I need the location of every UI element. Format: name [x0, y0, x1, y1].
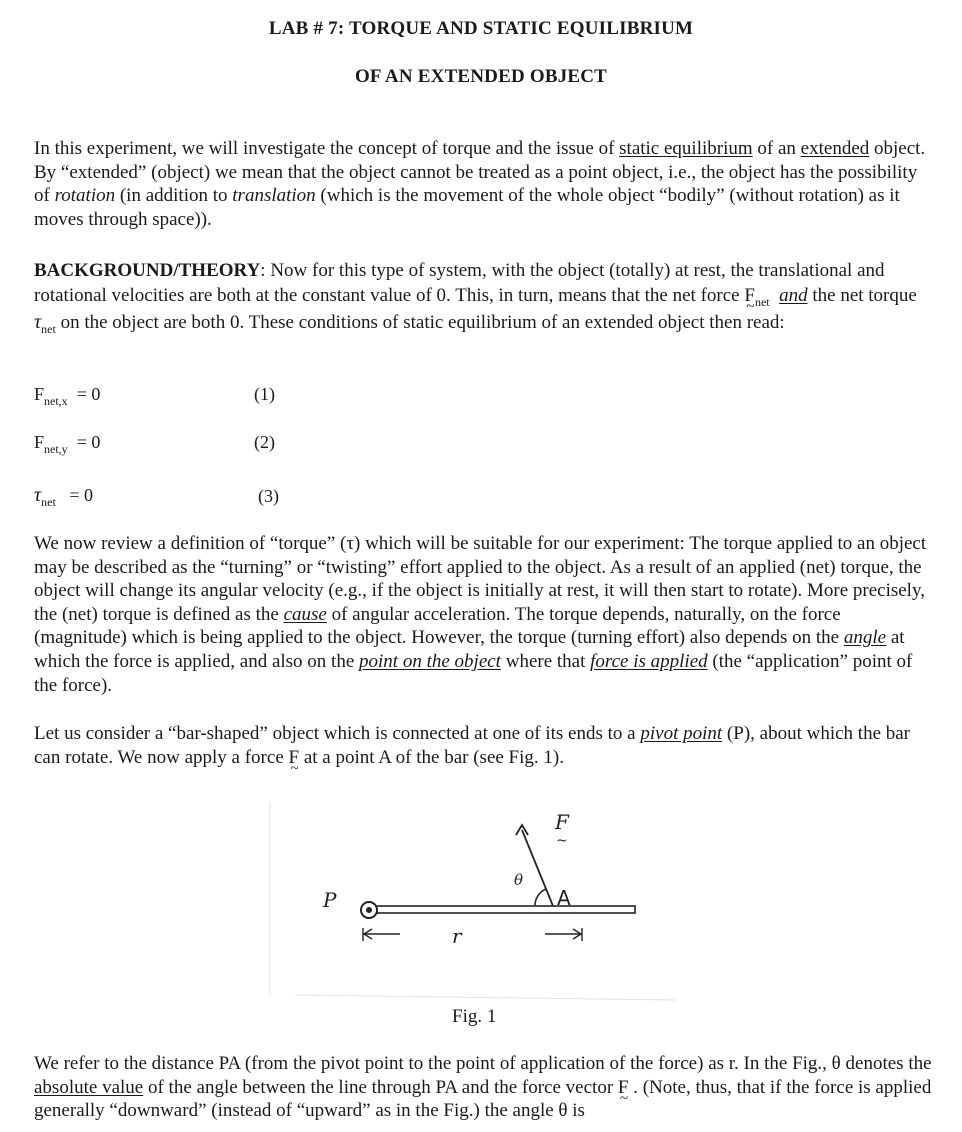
equation-1-number: (1)	[254, 384, 275, 404]
torque-text: where that	[500, 650, 591, 672]
underlined-absolute-value: absolute value	[34, 1076, 144, 1098]
equation-1	[34, 384, 101, 408]
background-paragraph	[34, 258, 934, 337]
eq1-subscript: net,x	[44, 394, 68, 408]
torque-symbol: τ	[34, 311, 42, 333]
last-text: of the angle between the line through PA and the force vector	[143, 1076, 618, 1098]
eq3-subscript: net	[41, 495, 56, 509]
label-a: A	[557, 886, 571, 910]
background-text: on the object are both 0. These conditions of static equilibrium of an extended object then read:	[55, 312, 785, 333]
underlined-pivot-point: pivot point	[640, 723, 723, 744]
eq3-lhs: τ	[34, 484, 42, 506]
last-text: We refer to the distance PA (from the pivot point to the point of application of the force) as r. In the Fig., θ denotes the	[34, 1053, 932, 1074]
equation-2-number: (2)	[254, 432, 275, 452]
background-text: the net torque	[807, 285, 917, 306]
italic-translation: translation	[232, 185, 316, 207]
underlined-cause: cause	[283, 603, 327, 625]
torque-text: We now review a definition of “torque” (τ) which will be suitable for our experiment: The torque applied to an object may be described as the “turning” or “twisting” effort applied to the object. As a result of an applied (net) torque, the object will change its angular velocity (e.g., if the object is initially at rest, it will then start to rotate). More precisely, the (net) torque is defined as the	[34, 533, 927, 625]
underlined-static-equilibrium: static equilibrium	[619, 138, 753, 159]
torque-text: of angular acceleration. The torque depends, naturally, on the force (magnitude) which is being applied to the object. However, the torque (turning effort) also depends on the	[34, 603, 844, 649]
background-heading: BACKGROUND/THEORY	[34, 260, 261, 281]
eq3-rhs: = 0	[69, 485, 93, 505]
force-letter: F	[744, 285, 755, 306]
eq1-rhs: = 0	[76, 384, 101, 404]
force-symbol	[618, 1076, 629, 1100]
last-text: . (Note, thus, that if the force is applied generally “downward” (instead of “upward” as in the Fig.) the angle θ is	[34, 1076, 932, 1122]
background-text: : Now for this type of system, with the object (totally) at rest, the translational and rotational velocities are both at the constant value of 0. This, in turn, means that the net force	[34, 260, 885, 306]
intro-text: object. By “extended” (object) we mean that the object cannot be treated as a point object, i.e., the object has the possibility of	[34, 138, 926, 207]
force-letter: F	[288, 746, 300, 768]
bar-text: Let us consider a “bar-shaped” object which is connected at one of its ends to a	[34, 723, 641, 744]
force-subscript: net	[754, 295, 770, 309]
force-letter: F	[617, 1076, 629, 1098]
underlined-force-is-applied: force is applied	[590, 650, 708, 672]
figure-border-line	[295, 995, 675, 1000]
equation-2	[34, 432, 101, 456]
torque-text: at which the force is applied, and also on the	[34, 627, 905, 672]
intro-paragraph	[34, 137, 934, 231]
intro-text: (which is the movement of the whole object “bodily” (without rotation) as it moves through space)).	[34, 185, 900, 230]
title-line-1: LAB # 7: TORQUE AND STATIC EQUILIBRIUM	[268, 18, 694, 39]
torque-text: (the “application” point of the force).	[34, 650, 913, 696]
equation-3-number: (3)	[258, 486, 279, 506]
underlined-point-on-object: point on the object	[359, 650, 501, 672]
force-symbol	[744, 283, 755, 308]
figure-1-diagram	[265, 795, 695, 1010]
torque-definition-paragraph	[34, 532, 934, 697]
equation-3	[34, 484, 93, 507]
title-line-2: OF AN EXTENDED OBJECT	[354, 66, 608, 87]
intro-text: of an	[752, 138, 801, 159]
eq2-lhs: F	[34, 432, 45, 452]
intro-text: (in addition to	[115, 185, 233, 207]
italic-rotation: rotation	[54, 185, 116, 207]
label-theta: θ	[514, 871, 524, 889]
pivot-center	[366, 907, 372, 913]
force-symbol	[289, 746, 300, 770]
figure-caption: Fig. 1	[452, 1006, 497, 1027]
bar-text: (P), about which the bar can rotate. We now apply a force	[34, 723, 911, 768]
bar-text: at a point A of the bar (see Fig. 1).	[299, 746, 564, 768]
force-vector	[522, 830, 553, 906]
underlined-extended: extended	[800, 138, 870, 159]
bar-paragraph	[34, 722, 934, 769]
label-f: F	[555, 810, 569, 834]
torque-subscript: net	[41, 322, 56, 336]
eq2-rhs: = 0	[76, 432, 101, 452]
label-p: P	[323, 888, 337, 912]
bar	[367, 906, 635, 913]
intro-text: In this experiment, we will investigate the concept of torque and the issue of	[34, 138, 620, 159]
eq2-subscript: net,y	[44, 442, 68, 456]
label-r: r	[452, 924, 462, 948]
angle-arc	[535, 889, 546, 906]
last-paragraph	[34, 1052, 934, 1123]
label-f-tilde: ~	[556, 833, 568, 849]
eq1-lhs: F	[34, 384, 45, 404]
underlined-and: and	[779, 285, 808, 306]
underlined-angle: angle	[843, 627, 887, 649]
